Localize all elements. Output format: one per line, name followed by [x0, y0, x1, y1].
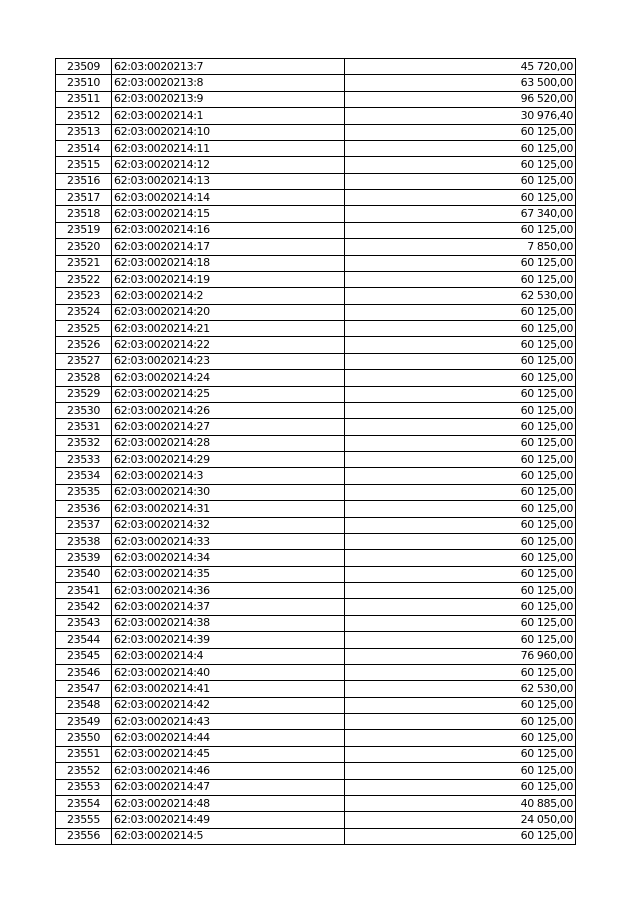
- cadastral-value-cell: 60 125,00: [345, 632, 576, 648]
- row-number-cell: 23555: [56, 812, 112, 828]
- row-number-cell: 23552: [56, 763, 112, 779]
- cadastral-value-cell: 60 125,00: [345, 501, 576, 517]
- row-number-cell: 23535: [56, 484, 112, 500]
- table-row: [56, 255, 576, 271]
- cadastral-number-cell: 62:03:0020214:10: [112, 124, 345, 140]
- cadastral-number-cell: 62:03:0020214:3: [112, 468, 345, 484]
- row-number-cell: 23532: [56, 435, 112, 451]
- row-number-cell: 23534: [56, 468, 112, 484]
- cadastral-value-cell: 60 125,00: [345, 190, 576, 206]
- cadastral-value-cell: 60 125,00: [345, 124, 576, 140]
- row-number-cell: 23512: [56, 108, 112, 124]
- table-row: [56, 763, 576, 779]
- cadastral-number-cell: 62:03:0020214:48: [112, 795, 345, 811]
- cadastral-value-cell: 60 125,00: [345, 452, 576, 468]
- row-number-cell: 23524: [56, 304, 112, 320]
- row-number-cell: 23546: [56, 664, 112, 680]
- cadastral-value-cell: 60 125,00: [345, 517, 576, 533]
- table-row: [56, 239, 576, 255]
- cadastral-value-cell: 30 976,40: [345, 108, 576, 124]
- cadastral-number-cell: 62:03:0020214:13: [112, 173, 345, 189]
- cadastral-value-cell: 62 530,00: [345, 681, 576, 697]
- cadastral-number-cell: 62:03:0020214:21: [112, 321, 345, 337]
- table-row: [56, 206, 576, 222]
- cadastral-number-cell: 62:03:0020214:1: [112, 108, 345, 124]
- cadastral-value-cell: 45 720,00: [345, 59, 576, 75]
- cadastral-value-cell: 60 125,00: [345, 697, 576, 713]
- row-number-cell: 23526: [56, 337, 112, 353]
- cadastral-value-cell: 60 125,00: [345, 484, 576, 500]
- table-row: [56, 271, 576, 287]
- table-row: [56, 140, 576, 156]
- table-row: [56, 697, 576, 713]
- cadastral-value-cell: 60 125,00: [345, 419, 576, 435]
- cadastral-number-cell: 62:03:0020214:47: [112, 779, 345, 795]
- cadastral-value-cell: 60 125,00: [345, 321, 576, 337]
- cadastral-number-cell: 62:03:0020214:20: [112, 304, 345, 320]
- cadastral-value-cell: 60 125,00: [345, 583, 576, 599]
- row-number-cell: 23533: [56, 452, 112, 468]
- cadastral-number-cell: 62:03:0020214:28: [112, 435, 345, 451]
- table-row: [56, 812, 576, 828]
- table-row: [56, 435, 576, 451]
- table-row: [56, 337, 576, 353]
- cadastral-value-cell: 60 125,00: [345, 828, 576, 844]
- table-row: [56, 533, 576, 549]
- cadastral-number-cell: 62:03:0020214:23: [112, 353, 345, 369]
- cadastral-number-cell: 62:03:0020214:16: [112, 222, 345, 238]
- table-row: [56, 828, 576, 844]
- row-number-cell: 23536: [56, 501, 112, 517]
- cadastral-value-cell: 60 125,00: [345, 222, 576, 238]
- cadastral-number-cell: 62:03:0020214:11: [112, 140, 345, 156]
- cadastral-number-cell: 62:03:0020214:2: [112, 288, 345, 304]
- table-row: [56, 108, 576, 124]
- cadastral-number-cell: 62:03:0020214:36: [112, 583, 345, 599]
- table-row: [56, 157, 576, 173]
- table-row: [56, 566, 576, 582]
- row-number-cell: 23542: [56, 599, 112, 615]
- row-number-cell: 23543: [56, 615, 112, 631]
- cadastral-value-cell: 60 125,00: [345, 763, 576, 779]
- table-row: [56, 124, 576, 140]
- cadastral-number-cell: 62:03:0020214:43: [112, 714, 345, 730]
- table-body: [56, 59, 576, 845]
- cadastral-value-cell: 60 125,00: [345, 664, 576, 680]
- row-number-cell: 23522: [56, 271, 112, 287]
- row-number-cell: 23545: [56, 648, 112, 664]
- row-number-cell: 23528: [56, 370, 112, 386]
- table-row: [56, 714, 576, 730]
- cadastral-number-cell: 62:03:0020214:19: [112, 271, 345, 287]
- table-row: [56, 173, 576, 189]
- row-number-cell: 23517: [56, 190, 112, 206]
- cadastral-value-cell: 60 125,00: [345, 615, 576, 631]
- cadastral-value-cell: 60 125,00: [345, 255, 576, 271]
- table-row: [56, 648, 576, 664]
- table-row: [56, 222, 576, 238]
- cadastral-number-cell: 62:03:0020214:49: [112, 812, 345, 828]
- cadastral-value-cell: 60 125,00: [345, 566, 576, 582]
- cadastral-value-cell: 60 125,00: [345, 714, 576, 730]
- cadastral-value-cell: 60 125,00: [345, 779, 576, 795]
- cadastral-value-cell: 60 125,00: [345, 746, 576, 762]
- table-row: [56, 681, 576, 697]
- cadastral-value-cell: 60 125,00: [345, 173, 576, 189]
- table-row: [56, 370, 576, 386]
- table-row: [56, 517, 576, 533]
- row-number-cell: 23529: [56, 386, 112, 402]
- cadastral-value-cell: 60 125,00: [345, 533, 576, 549]
- cadastral-value-cell: 7 850,00: [345, 239, 576, 255]
- table-row: [56, 419, 576, 435]
- cadastral-number-cell: 62:03:0020214:4: [112, 648, 345, 664]
- cadastral-number-cell: 62:03:0020214:26: [112, 402, 345, 418]
- cadastral-number-cell: 62:03:0020214:12: [112, 157, 345, 173]
- cadastral-number-cell: 62:03:0020214:34: [112, 550, 345, 566]
- table-row: [56, 583, 576, 599]
- table-row: [56, 730, 576, 746]
- row-number-cell: 23537: [56, 517, 112, 533]
- cadastral-number-cell: 62:03:0020214:39: [112, 632, 345, 648]
- cadastral-number-cell: 62:03:0020214:15: [112, 206, 345, 222]
- row-number-cell: 23520: [56, 239, 112, 255]
- cadastral-number-cell: 62:03:0020214:44: [112, 730, 345, 746]
- cadastral-value-cell: 60 125,00: [345, 730, 576, 746]
- cadastral-value-cell: 60 125,00: [345, 157, 576, 173]
- row-number-cell: 23548: [56, 697, 112, 713]
- table-row: [56, 632, 576, 648]
- cadastral-value-cell: 60 125,00: [345, 271, 576, 287]
- row-number-cell: 23540: [56, 566, 112, 582]
- row-number-cell: 23556: [56, 828, 112, 844]
- cadastral-value-cell: 40 885,00: [345, 795, 576, 811]
- cadastral-number-cell: 62:03:0020214:25: [112, 386, 345, 402]
- cadastral-value-cell: 62 530,00: [345, 288, 576, 304]
- table-row: [56, 353, 576, 369]
- table-row: [56, 75, 576, 91]
- cadastral-value-table: [55, 58, 576, 845]
- cadastral-number-cell: 62:03:0020214:42: [112, 697, 345, 713]
- cadastral-value-cell: 60 125,00: [345, 337, 576, 353]
- cadastral-value-cell: 60 125,00: [345, 599, 576, 615]
- cadastral-number-cell: 62:03:0020214:22: [112, 337, 345, 353]
- row-number-cell: 23518: [56, 206, 112, 222]
- cadastral-value-cell: 60 125,00: [345, 402, 576, 418]
- cadastral-value-cell: 76 960,00: [345, 648, 576, 664]
- cadastral-number-cell: 62:03:0020214:29: [112, 452, 345, 468]
- table-row: [56, 288, 576, 304]
- cadastral-number-cell: 62:03:0020214:38: [112, 615, 345, 631]
- table-row: [56, 468, 576, 484]
- cadastral-number-cell: 62:03:0020214:17: [112, 239, 345, 255]
- row-number-cell: 23541: [56, 583, 112, 599]
- row-number-cell: 23521: [56, 255, 112, 271]
- cadastral-number-cell: 62:03:0020213:8: [112, 75, 345, 91]
- row-number-cell: 23509: [56, 59, 112, 75]
- row-number-cell: 23539: [56, 550, 112, 566]
- row-number-cell: 23525: [56, 321, 112, 337]
- cadastral-number-cell: 62:03:0020213:7: [112, 59, 345, 75]
- cadastral-value-cell: 63 500,00: [345, 75, 576, 91]
- cadastral-number-cell: 62:03:0020214:14: [112, 190, 345, 206]
- cadastral-value-cell: 24 050,00: [345, 812, 576, 828]
- cadastral-number-cell: 62:03:0020214:46: [112, 763, 345, 779]
- table-row: [56, 402, 576, 418]
- cadastral-number-cell: 62:03:0020214:27: [112, 419, 345, 435]
- row-number-cell: 23544: [56, 632, 112, 648]
- table-row: [56, 321, 576, 337]
- cadastral-value-cell: 60 125,00: [345, 435, 576, 451]
- row-number-cell: 23527: [56, 353, 112, 369]
- table-row: [56, 484, 576, 500]
- row-number-cell: 23538: [56, 533, 112, 549]
- row-number-cell: 23530: [56, 402, 112, 418]
- cadastral-number-cell: 62:03:0020214:24: [112, 370, 345, 386]
- cadastral-number-cell: 62:03:0020214:40: [112, 664, 345, 680]
- cadastral-number-cell: 62:03:0020214:30: [112, 484, 345, 500]
- table-row: [56, 615, 576, 631]
- table-row: [56, 664, 576, 680]
- row-number-cell: 23554: [56, 795, 112, 811]
- cadastral-number-cell: 62:03:0020213:9: [112, 91, 345, 107]
- cadastral-value-cell: 60 125,00: [345, 370, 576, 386]
- table-row: [56, 599, 576, 615]
- row-number-cell: 23519: [56, 222, 112, 238]
- table-row: [56, 190, 576, 206]
- row-number-cell: 23549: [56, 714, 112, 730]
- row-number-cell: 23531: [56, 419, 112, 435]
- table-row: [56, 550, 576, 566]
- row-number-cell: 23516: [56, 173, 112, 189]
- table-row: [56, 779, 576, 795]
- cadastral-value-cell: 60 125,00: [345, 468, 576, 484]
- row-number-cell: 23547: [56, 681, 112, 697]
- row-number-cell: 23523: [56, 288, 112, 304]
- cadastral-number-cell: 62:03:0020214:37: [112, 599, 345, 615]
- cadastral-number-cell: 62:03:0020214:5: [112, 828, 345, 844]
- cadastral-value-cell: 60 125,00: [345, 140, 576, 156]
- row-number-cell: 23515: [56, 157, 112, 173]
- cadastral-number-cell: 62:03:0020214:45: [112, 746, 345, 762]
- cadastral-number-cell: 62:03:0020214:35: [112, 566, 345, 582]
- table-row: [56, 795, 576, 811]
- document-page: [55, 58, 576, 845]
- row-number-cell: 23514: [56, 140, 112, 156]
- row-number-cell: 23511: [56, 91, 112, 107]
- table-row: [56, 386, 576, 402]
- table-row: [56, 91, 576, 107]
- table-row: [56, 304, 576, 320]
- row-number-cell: 23553: [56, 779, 112, 795]
- table-row: [56, 746, 576, 762]
- cadastral-number-cell: 62:03:0020214:41: [112, 681, 345, 697]
- cadastral-value-cell: 60 125,00: [345, 550, 576, 566]
- cadastral-number-cell: 62:03:0020214:33: [112, 533, 345, 549]
- cadastral-value-cell: 60 125,00: [345, 386, 576, 402]
- cadastral-value-cell: 96 520,00: [345, 91, 576, 107]
- cadastral-number-cell: 62:03:0020214:18: [112, 255, 345, 271]
- table-row: [56, 452, 576, 468]
- table-row: [56, 59, 576, 75]
- cadastral-value-cell: 60 125,00: [345, 304, 576, 320]
- cadastral-value-cell: 67 340,00: [345, 206, 576, 222]
- row-number-cell: 23551: [56, 746, 112, 762]
- row-number-cell: 23513: [56, 124, 112, 140]
- cadastral-value-cell: 60 125,00: [345, 353, 576, 369]
- row-number-cell: 23550: [56, 730, 112, 746]
- table-row: [56, 501, 576, 517]
- cadastral-number-cell: 62:03:0020214:31: [112, 501, 345, 517]
- cadastral-number-cell: 62:03:0020214:32: [112, 517, 345, 533]
- row-number-cell: 23510: [56, 75, 112, 91]
